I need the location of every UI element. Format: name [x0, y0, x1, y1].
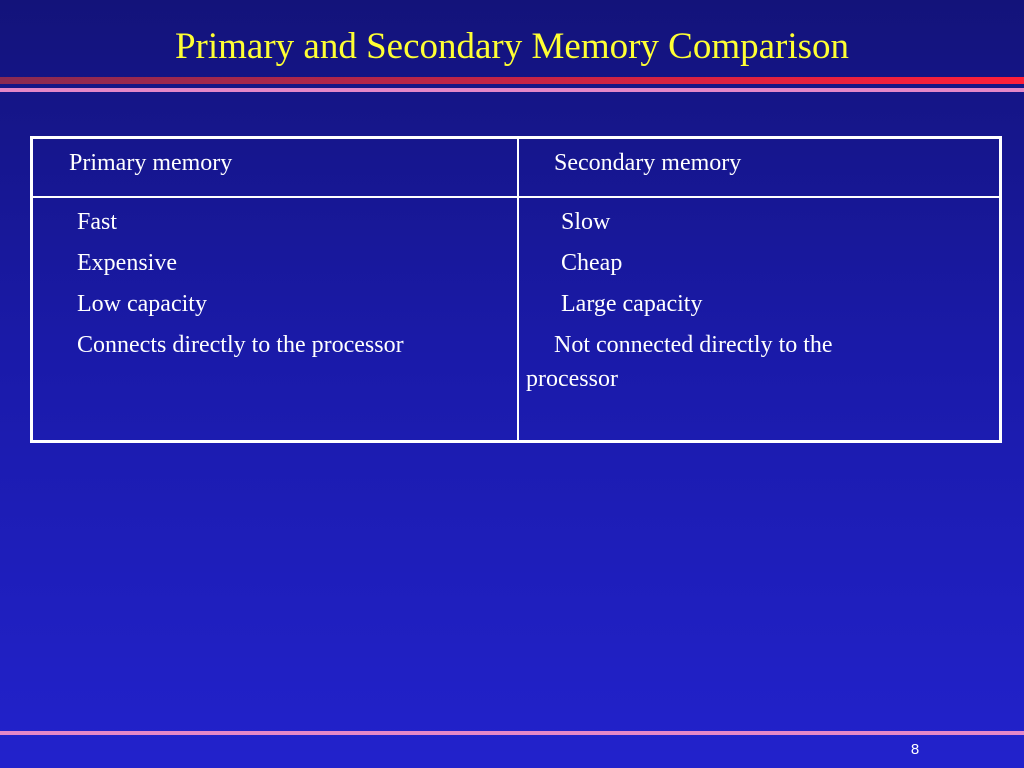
primary-item-connection: Connects directly to the processor [77, 332, 404, 358]
page-number: 8 [910, 741, 920, 758]
header-row-divider [33, 196, 999, 198]
slide-title: Primary and Secondary Memory Comparison [174, 26, 850, 67]
secondary-item-connection: Not connected directly to the processor [526, 332, 833, 392]
primary-item-capacity: Low capacity [77, 291, 207, 317]
secondary-item-slow: Slow [561, 209, 611, 235]
secondary-item-capacity: Large capacity [561, 291, 703, 317]
comparison-table [30, 136, 1002, 443]
primary-item-fast: Fast [77, 209, 118, 235]
primary-item-expensive: Expensive [77, 250, 177, 276]
footer-rule [0, 731, 1024, 735]
header-secondary-memory: Secondary memory [554, 150, 742, 176]
title-rule-pink [0, 88, 1024, 92]
header-primary-memory: Primary memory [69, 150, 233, 176]
secondary-item-cheap: Cheap [561, 250, 623, 276]
column-divider [517, 139, 519, 440]
title-rule-red [0, 77, 1024, 84]
